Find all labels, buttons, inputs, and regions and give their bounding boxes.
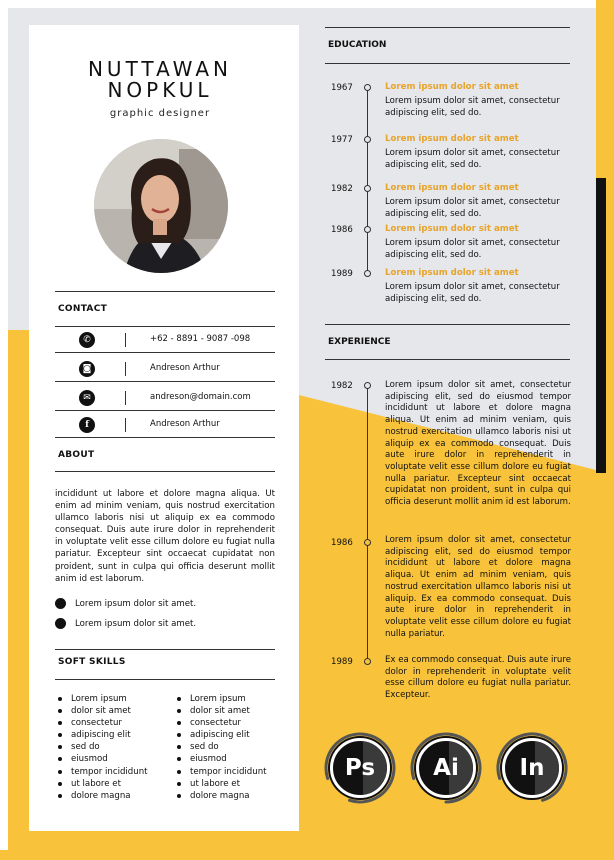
- illustrator-icon: [416, 738, 476, 798]
- contact-instagram[interactable]: Andreson Arthur: [150, 363, 220, 373]
- contact-row-facebook: [55, 412, 275, 438]
- experience-year: 1989: [331, 657, 353, 667]
- skill-item: dolore magna: [174, 790, 267, 802]
- mail-icon: ✉: [79, 390, 95, 406]
- indesign-icon: [502, 738, 562, 798]
- indesign-label: In: [519, 755, 545, 781]
- contact-separator: [125, 333, 126, 347]
- education-year: 1967: [331, 83, 353, 93]
- instagram-icon: ◙: [79, 361, 95, 377]
- education-top-rule: [325, 27, 570, 28]
- skill-item: eiusmod: [174, 753, 267, 765]
- education-details: Lorem ipsum dolor sit amet, consectetur adipiscing elit, sed do.: [385, 238, 560, 261]
- first-name: NUTTAWAN: [87, 57, 233, 81]
- about-bullet-text: Lorem ipsum dolor sit amet.: [75, 619, 197, 629]
- contact-separator: [125, 362, 126, 376]
- timeline-node-icon: [364, 270, 371, 277]
- experience-timeline: [367, 386, 368, 662]
- education-details: Lorem ipsum dolor sit amet, consectetur adipiscing elit, sed do.: [385, 197, 560, 220]
- black-accent-strip: [596, 178, 606, 473]
- education-degree: Lorem ipsum dolor sit amet: [385, 82, 519, 92]
- timeline-node-icon: [364, 84, 371, 91]
- phone-icon: ✆: [79, 332, 95, 348]
- about-bullet-text: Lorem ipsum dolor sit amet.: [75, 599, 197, 609]
- education-year: 1986: [331, 225, 353, 235]
- facebook-icon: f: [79, 417, 95, 433]
- photoshop-label: Ps: [344, 755, 376, 781]
- about-heading-rule: [55, 471, 275, 472]
- education-degree: Lorem ipsum dolor sit amet: [385, 134, 519, 144]
- education-degree: Lorem ipsum dolor sit amet: [385, 183, 519, 193]
- yellow-bottom-edge: [0, 850, 614, 860]
- illustrator-label: Ai: [433, 755, 459, 781]
- experience-year: 1982: [331, 381, 353, 391]
- education-details: Lorem ipsum dolor sit amet, consectetur adipiscing elit, sed do.: [385, 282, 560, 305]
- education-degree: Lorem ipsum dolor sit amet: [385, 268, 519, 278]
- indesign-badge: [496, 732, 568, 804]
- about-paragraph: incididunt ut labore et dolore magna aliqua. Ut enim ad minim veniam, quis nostrud exercitation ullamco laboris nisi ut aliquip ex ea commodo consequat. Duis aute irure dolor in reprehenderit in voluptate velit esse cillum dolore eu fugiat nulla pariatur. Excepteur sint occaecat cupidatat non proident, sunt in culpa qui officia deserunt mollit anim id est laborum.: [55, 489, 275, 584]
- job-title: graphic designer: [109, 108, 211, 119]
- education-timeline: [367, 88, 368, 272]
- skill-item: tempor incididunt: [55, 766, 148, 778]
- skills-top-rule: [55, 649, 275, 650]
- timeline-node-icon: [364, 136, 371, 143]
- experience-top-rule: [325, 324, 570, 325]
- experience-year: 1986: [331, 538, 353, 548]
- skill-item: dolore magna: [55, 790, 148, 802]
- skill-item: adipiscing elit: [174, 729, 267, 741]
- timeline-node-icon: [364, 658, 371, 665]
- contact-row-email: [55, 385, 275, 411]
- skill-item: sed do: [174, 741, 267, 753]
- timeline-node-icon: [364, 539, 371, 546]
- bullet-dot-icon: [55, 618, 66, 629]
- photoshop-badge: [324, 732, 396, 804]
- experience-details: Ex ea commodo consequat. Duis aute irure dolor in reprehenderit in voluptate velit esse cillum dolore eu fugiat nulla pariatur. Excepteur.: [385, 655, 571, 701]
- timeline-node-icon: [364, 226, 371, 233]
- skill-item: sed do: [55, 741, 148, 753]
- skill-item: ut labore et: [174, 778, 267, 790]
- skill-item: Lorem ipsum: [55, 693, 148, 705]
- education-details: Lorem ipsum dolor sit amet, consectetur adipiscing elit, sed do.: [385, 148, 560, 171]
- contact-row-instagram: [55, 356, 275, 382]
- skill-item: adipiscing elit: [55, 729, 148, 741]
- experience-heading-rule: [325, 359, 570, 360]
- soft-skills-list-2: [174, 693, 267, 802]
- photoshop-icon: [330, 738, 390, 798]
- contact-row-phone: [55, 327, 275, 353]
- skill-item: consectetur: [55, 717, 148, 729]
- education-year: 1977: [331, 135, 353, 145]
- skill-item: dolor sit amet: [174, 705, 267, 717]
- skills-heading-rule: [55, 679, 275, 680]
- skill-item: ut labore et: [55, 778, 148, 790]
- contact-heading: CONTACT: [58, 304, 108, 314]
- education-heading: EDUCATION: [328, 40, 387, 50]
- education-details: Lorem ipsum dolor sit amet, consectetur adipiscing elit, sed do.: [385, 96, 560, 119]
- education-degree: Lorem ipsum dolor sit amet: [385, 224, 519, 234]
- contact-separator: [125, 418, 126, 432]
- last-name: NOPKUL: [107, 78, 213, 102]
- contact-email[interactable]: andreson@domain.com: [150, 392, 251, 402]
- skill-item: consectetur: [174, 717, 267, 729]
- profile-photo: [94, 139, 228, 273]
- bullet-dot-icon: [55, 598, 66, 609]
- contact-top-rule: [55, 291, 275, 292]
- contact-separator: [125, 391, 126, 405]
- timeline-node-icon: [364, 382, 371, 389]
- skill-item: tempor incididunt: [174, 766, 267, 778]
- skill-item: eiusmod: [55, 753, 148, 765]
- education-heading-rule: [325, 63, 570, 64]
- education-year: 1982: [331, 184, 353, 194]
- experience-details: Lorem ipsum dolor sit amet, consectetur adipiscing elit, sed do eiusmod tempor incididunt ut labore et dolore magna aliqua. Ut enim ad minim veniam, quis nostrud exercitation ullamco laboris nisi ut aliquip. Ex ea commodo consequat. Duis aute irure dolor in reprehenderit in voluptate velit esse cillum dolore eu fugiat nulla pariatur.: [385, 535, 571, 639]
- education-year: 1989: [331, 269, 353, 279]
- soft-skills-heading: SOFT SKILLS: [58, 657, 126, 667]
- illustrator-badge: [410, 732, 482, 804]
- skill-item: dolor sit amet: [55, 705, 148, 717]
- about-heading: ABOUT: [58, 450, 95, 460]
- contact-facebook[interactable]: Andreson Arthur: [150, 419, 220, 429]
- skill-item: Lorem ipsum: [174, 693, 267, 705]
- experience-details: Lorem ipsum dolor sit amet, consectetur adipiscing elit, sed do eiusmod tempor incididunt ut labore et dolore magna aliqua. Ut enim ad minim veniam, quis nostrud exercitation ullamco laboris nisi ut aliquip ex ea commodo consequat. Duis aute irure dolor in reprehenderit in voluptate velit esse cillum dolore eu fugiat nulla pariatur. Excepteur sint occaecat cupidatat non proident, sunt in culpa qui officia deserunt mollit anim id est laborum.: [385, 380, 571, 508]
- timeline-node-icon: [364, 185, 371, 192]
- soft-skills-list-1: [55, 693, 148, 802]
- experience-heading: EXPERIENCE: [328, 337, 391, 347]
- contact-phone[interactable]: +62 - 8891 - 9087 -098: [150, 334, 251, 344]
